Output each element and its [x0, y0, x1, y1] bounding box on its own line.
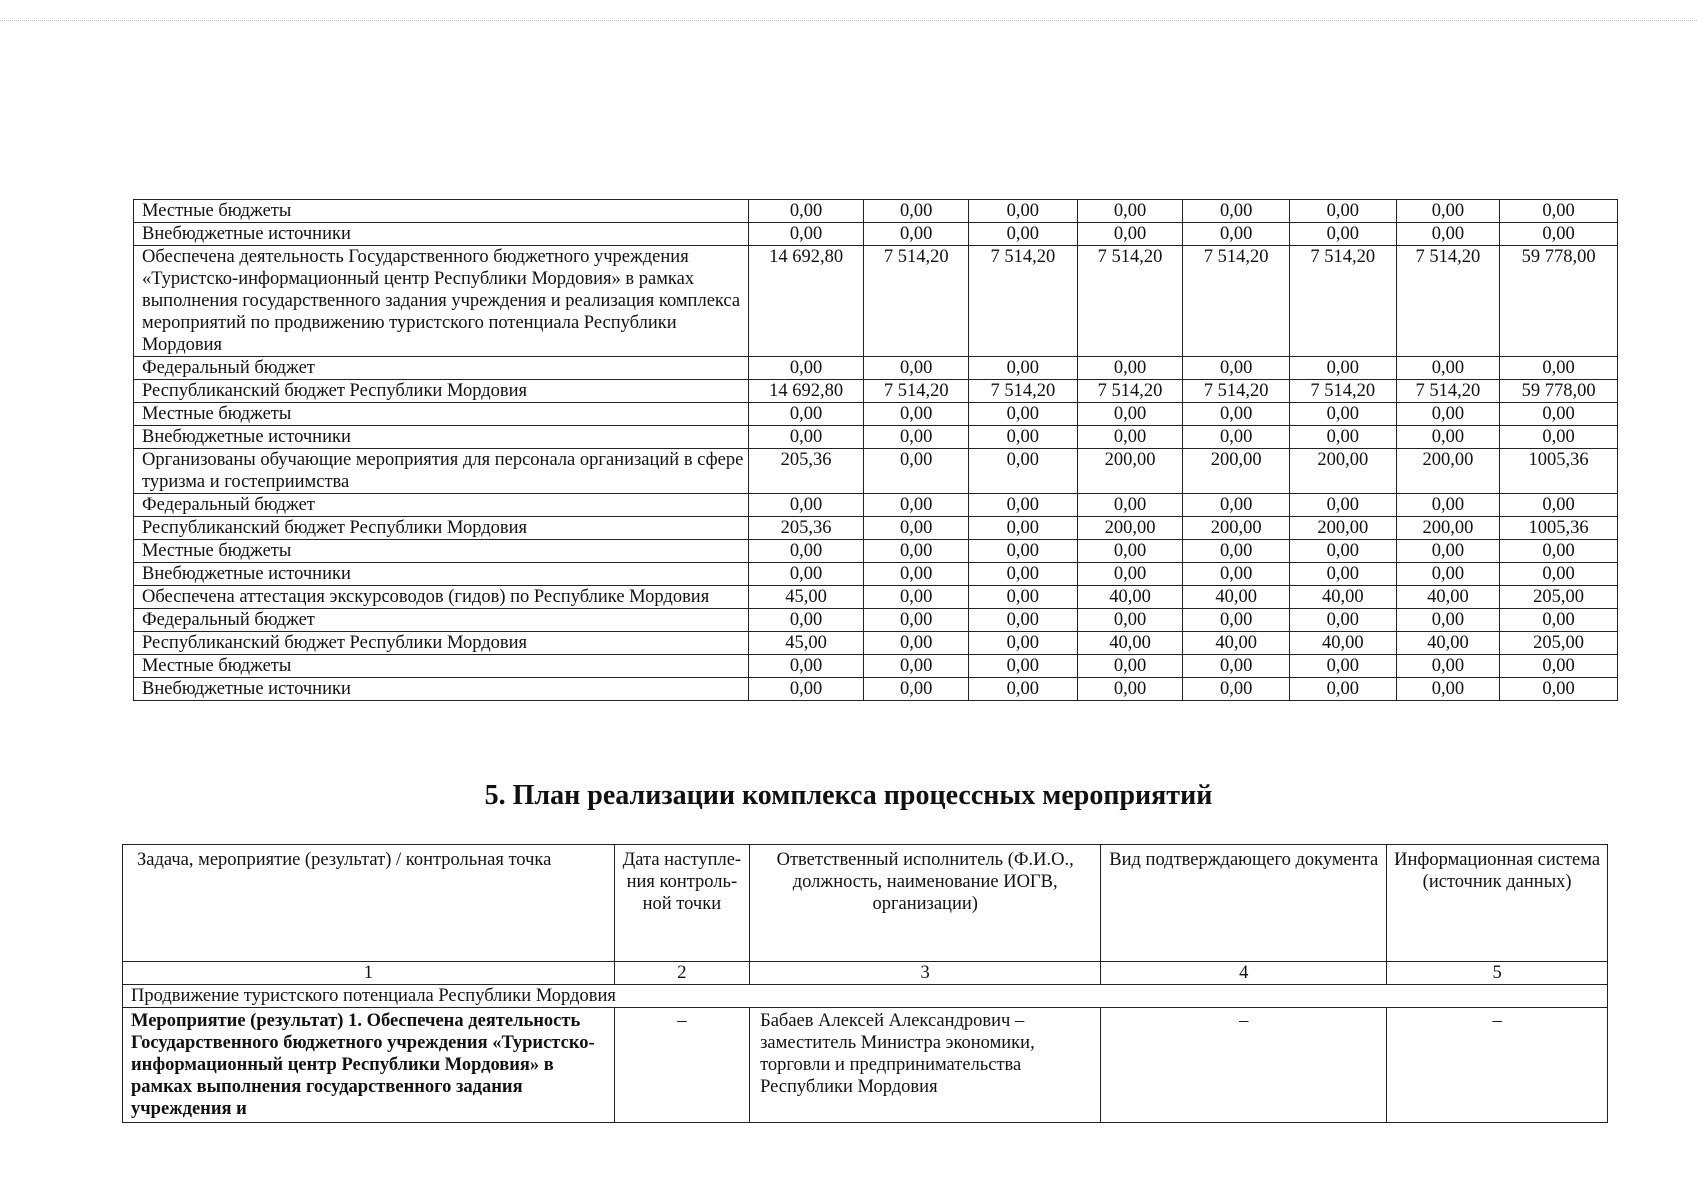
finance-cell-value: 0,00	[748, 678, 864, 701]
finance-cell-value: 0,00	[1396, 655, 1500, 678]
finance-cell-value: 0,00	[748, 200, 864, 223]
finance-cell-value: 40,00	[1396, 586, 1500, 609]
finance-cell-value: 7 514,20	[969, 246, 1078, 357]
finance-cell-value: 0,00	[1077, 540, 1183, 563]
finance-row-label: Местные бюджеты	[134, 540, 749, 563]
finance-cell-value: 200,00	[1077, 517, 1183, 540]
finance-cell-value: 0,00	[1500, 540, 1618, 563]
finance-cell-value: 1005,36	[1500, 517, 1618, 540]
finance-row-label: Обеспечена аттестация экскурсоводов (гидов) по Республике Мордовия	[134, 586, 749, 609]
finance-row	[134, 632, 1618, 655]
finance-cell-value: 0,00	[969, 494, 1078, 517]
finance-cell-value: 7 514,20	[1289, 246, 1396, 357]
finance-cell-value: 0,00	[1396, 426, 1500, 449]
finance-cell-value: 0,00	[1500, 563, 1618, 586]
plan-row-system: –	[1387, 1008, 1608, 1123]
finance-row	[134, 246, 1618, 357]
finance-row	[134, 655, 1618, 678]
finance-cell-value: 0,00	[748, 655, 864, 678]
finance-cell-value: 0,00	[1500, 494, 1618, 517]
finance-cell-value: 0,00	[1077, 678, 1183, 701]
finance-row-label: Республиканский бюджет Республики Мордовия	[134, 380, 749, 403]
finance-cell-value: 0,00	[864, 403, 969, 426]
plan-column-number: 5	[1387, 962, 1608, 985]
finance-cell-value: 0,00	[1396, 200, 1500, 223]
finance-cell-value: 0,00	[969, 357, 1078, 380]
finance-cell-value: 0,00	[1500, 678, 1618, 701]
finance-cell-value: 0,00	[864, 494, 969, 517]
finance-row-label: Внебюджетные источники	[134, 223, 749, 246]
finance-cell-value: 0,00	[1289, 655, 1396, 678]
plan-row-task: Мероприятие (результат) 1. Обеспечена деятельность Государственного бюджетного учреждения «Туристско-информационный центр Республики Мордовия» в рамках выполнения государственного задания учреждения и	[123, 1008, 615, 1123]
finance-cell-value: 0,00	[1077, 426, 1183, 449]
finance-cell-value: 0,00	[969, 678, 1078, 701]
finance-cell-value: 0,00	[748, 403, 864, 426]
finance-cell-value: 0,00	[1500, 200, 1618, 223]
finance-cell-value: 40,00	[1289, 632, 1396, 655]
finance-cell-value: 0,00	[1396, 678, 1500, 701]
finance-cell-value: 205,36	[748, 517, 864, 540]
finance-cell-value: 200,00	[1396, 449, 1500, 494]
finance-cell-value: 0,00	[1396, 540, 1500, 563]
finance-cell-value: 14 692,80	[748, 380, 864, 403]
finance-cell-value: 0,00	[969, 609, 1078, 632]
finance-row	[134, 223, 1618, 246]
finance-cell-value: 0,00	[969, 517, 1078, 540]
finance-cell-value: 0,00	[1077, 655, 1183, 678]
finance-cell-value: 7 514,20	[1396, 380, 1500, 403]
finance-cell-value: 0,00	[969, 403, 1078, 426]
finance-cell-value: 0,00	[1183, 403, 1290, 426]
finance-cell-value: 0,00	[969, 655, 1078, 678]
finance-cell-value: 0,00	[1396, 223, 1500, 246]
finance-cell-value: 0,00	[1289, 200, 1396, 223]
finance-row-label: Местные бюджеты	[134, 655, 749, 678]
plan-table	[122, 844, 1608, 1123]
finance-row-label: Внебюджетные источники	[134, 678, 749, 701]
finance-cell-value: 45,00	[748, 632, 864, 655]
finance-cell-value: 0,00	[864, 200, 969, 223]
finance-cell-value: 200,00	[1289, 517, 1396, 540]
plan-group-row	[123, 985, 1608, 1008]
finance-row-label: Обеспечена деятельность Государственного бюджетного учреждения «Туристско-информационный центр Республики Мордовия» в рамках выполнения государственного задания учреждения и реализация комплекса мероприятий по продвижению туристского потенциала Республики Мордовия	[134, 246, 749, 357]
finance-cell-value: 0,00	[1396, 357, 1500, 380]
finance-cell-value: 205,00	[1500, 586, 1618, 609]
finance-cell-value: 0,00	[969, 540, 1078, 563]
finance-row	[134, 403, 1618, 426]
finance-cell-value: 0,00	[748, 357, 864, 380]
finance-row-label: Местные бюджеты	[134, 403, 749, 426]
finance-row	[134, 609, 1618, 632]
finance-cell-value: 0,00	[969, 563, 1078, 586]
finance-cell-value: 200,00	[1183, 449, 1290, 494]
finance-row-label: Республиканский бюджет Республики Мордовия	[134, 517, 749, 540]
finance-cell-value: 0,00	[969, 632, 1078, 655]
finance-cell-value: 14 692,80	[748, 246, 864, 357]
finance-table	[133, 199, 1618, 701]
finance-cell-value: 0,00	[864, 223, 969, 246]
plan-column-number: 2	[614, 962, 749, 985]
finance-cell-value: 7 514,20	[969, 380, 1078, 403]
finance-cell-value: 0,00	[864, 609, 969, 632]
plan-header-document: Вид подтверждающего документа	[1101, 845, 1387, 962]
finance-row	[134, 517, 1618, 540]
finance-cell-value: 0,00	[864, 563, 969, 586]
finance-cell-value: 0,00	[748, 563, 864, 586]
finance-row-label: Федеральный бюджет	[134, 609, 749, 632]
finance-cell-value: 205,36	[748, 449, 864, 494]
finance-cell-value: 0,00	[864, 357, 969, 380]
finance-cell-value: 7 514,20	[1077, 380, 1183, 403]
finance-cell-value: 0,00	[1077, 223, 1183, 246]
finance-row	[134, 540, 1618, 563]
finance-row	[134, 200, 1618, 223]
finance-cell-value: 40,00	[1289, 586, 1396, 609]
finance-cell-value: 7 514,20	[1396, 246, 1500, 357]
plan-header-task: Задача, мероприятие (результат) / контрольная точка	[123, 845, 615, 962]
finance-cell-value: 0,00	[1500, 357, 1618, 380]
finance-cell-value: 0,00	[1183, 609, 1290, 632]
finance-cell-value: 0,00	[1500, 609, 1618, 632]
finance-cell-value: 0,00	[1396, 609, 1500, 632]
finance-row	[134, 426, 1618, 449]
finance-cell-value: 205,00	[1500, 632, 1618, 655]
finance-cell-value: 0,00	[1077, 200, 1183, 223]
finance-row-label: Местные бюджеты	[134, 200, 749, 223]
finance-cell-value: 0,00	[1183, 563, 1290, 586]
finance-cell-value: 0,00	[1183, 678, 1290, 701]
scan-artifact-line	[0, 20, 1697, 22]
finance-cell-value: 0,00	[748, 540, 864, 563]
finance-row	[134, 586, 1618, 609]
finance-cell-value: 1005,36	[1500, 449, 1618, 494]
finance-cell-value: 0,00	[864, 586, 969, 609]
plan-column-number: 4	[1101, 962, 1387, 985]
finance-cell-value: 0,00	[748, 426, 864, 449]
finance-row-label: Федеральный бюджет	[134, 357, 749, 380]
finance-cell-value: 40,00	[1396, 632, 1500, 655]
finance-cell-value: 0,00	[1183, 426, 1290, 449]
finance-row-label: Республиканский бюджет Республики Мордовия	[134, 632, 749, 655]
finance-cell-value: 200,00	[1396, 517, 1500, 540]
plan-row-executor: Бабаев Алексей Александрович – заместитель Министра экономики, торговли и предпринимательства Республики Мордовия	[750, 1008, 1101, 1123]
finance-cell-value: 0,00	[1500, 655, 1618, 678]
finance-cell-value: 0,00	[1289, 563, 1396, 586]
finance-cell-value: 0,00	[1183, 540, 1290, 563]
finance-cell-value: 7 514,20	[1289, 380, 1396, 403]
finance-cell-value: 40,00	[1077, 632, 1183, 655]
finance-cell-value: 7 514,20	[864, 246, 969, 357]
finance-cell-value: 0,00	[864, 655, 969, 678]
finance-cell-value: 59 778,00	[1500, 380, 1618, 403]
finance-cell-value: 0,00	[1183, 655, 1290, 678]
section-heading: 5. План реализации комплекса процессных мероприятий	[484, 780, 1213, 811]
plan-column-number: 3	[750, 962, 1101, 985]
plan-header-date: Дата наступле-ния контроль-ной точки	[614, 845, 749, 962]
finance-cell-value: 0,00	[1289, 609, 1396, 632]
finance-cell-value: 200,00	[1289, 449, 1396, 494]
finance-cell-value: 7 514,20	[1183, 246, 1290, 357]
finance-cell-value: 0,00	[864, 449, 969, 494]
finance-cell-value: 0,00	[969, 426, 1078, 449]
finance-cell-value: 0,00	[1183, 200, 1290, 223]
finance-row	[134, 494, 1618, 517]
plan-row	[123, 1008, 1608, 1123]
finance-cell-value: 0,00	[1183, 494, 1290, 517]
finance-cell-value: 0,00	[748, 223, 864, 246]
finance-cell-value: 0,00	[1289, 426, 1396, 449]
finance-cell-value: 0,00	[1396, 403, 1500, 426]
plan-header-executor: Ответственный исполнитель (Ф.И.О., должность, наименование ИОГВ, организации)	[750, 845, 1101, 962]
finance-cell-value: 40,00	[1183, 586, 1290, 609]
finance-row-label: Внебюджетные источники	[134, 563, 749, 586]
finance-cell-value: 7 514,20	[1183, 380, 1290, 403]
finance-cell-value: 0,00	[1396, 563, 1500, 586]
plan-column-numbers-row	[123, 962, 1608, 985]
finance-cell-value: 59 778,00	[1500, 246, 1618, 357]
finance-cell-value: 0,00	[1077, 563, 1183, 586]
finance-cell-value: 0,00	[1183, 357, 1290, 380]
finance-cell-value: 0,00	[864, 540, 969, 563]
finance-row	[134, 563, 1618, 586]
finance-cell-value: 200,00	[1077, 449, 1183, 494]
plan-row-document: –	[1101, 1008, 1387, 1123]
finance-cell-value: 0,00	[1289, 678, 1396, 701]
finance-cell-value: 45,00	[748, 586, 864, 609]
finance-row-label: Внебюджетные источники	[134, 426, 749, 449]
finance-row	[134, 449, 1618, 494]
finance-cell-value: 0,00	[1077, 357, 1183, 380]
finance-row	[134, 380, 1618, 403]
plan-header-row	[123, 845, 1608, 962]
finance-cell-value: 0,00	[1183, 223, 1290, 246]
finance-cell-value: 0,00	[864, 517, 969, 540]
finance-cell-value: 0,00	[1289, 223, 1396, 246]
finance-cell-value: 40,00	[1077, 586, 1183, 609]
finance-cell-value: 0,00	[864, 632, 969, 655]
finance-cell-value: 40,00	[1183, 632, 1290, 655]
finance-cell-value: 0,00	[748, 494, 864, 517]
finance-row-label: Федеральный бюджет	[134, 494, 749, 517]
finance-cell-value: 7 514,20	[1077, 246, 1183, 357]
finance-cell-value: 0,00	[1077, 609, 1183, 632]
finance-cell-value: 0,00	[864, 426, 969, 449]
finance-cell-value: 0,00	[1500, 403, 1618, 426]
finance-cell-value: 0,00	[864, 678, 969, 701]
finance-row	[134, 678, 1618, 701]
finance-cell-value: 0,00	[969, 586, 1078, 609]
finance-cell-value: 0,00	[1500, 223, 1618, 246]
plan-column-number: 1	[123, 962, 615, 985]
finance-row	[134, 357, 1618, 380]
finance-cell-value: 0,00	[1500, 426, 1618, 449]
finance-cell-value: 0,00	[1396, 494, 1500, 517]
plan-group-title: Продвижение туристского потенциала Республики Мордовия	[123, 985, 1608, 1008]
finance-cell-value: 0,00	[1077, 403, 1183, 426]
plan-header-system: Информационная система (источник данных)	[1387, 845, 1608, 962]
finance-cell-value: 0,00	[969, 449, 1078, 494]
finance-cell-value: 0,00	[1289, 357, 1396, 380]
finance-cell-value: 0,00	[1289, 403, 1396, 426]
finance-cell-value: 0,00	[1077, 494, 1183, 517]
plan-row-date: –	[614, 1008, 749, 1123]
finance-cell-value: 7 514,20	[864, 380, 969, 403]
finance-cell-value: 0,00	[1289, 540, 1396, 563]
finance-cell-value: 0,00	[969, 223, 1078, 246]
finance-cell-value: 0,00	[1289, 494, 1396, 517]
finance-cell-value: 0,00	[748, 609, 864, 632]
finance-cell-value: 200,00	[1183, 517, 1290, 540]
finance-cell-value: 0,00	[969, 200, 1078, 223]
finance-row-label: Организованы обучающие мероприятия для персонала организаций в сфере туризма и гостеприимства	[134, 449, 749, 494]
finance-table-body	[134, 200, 1618, 701]
